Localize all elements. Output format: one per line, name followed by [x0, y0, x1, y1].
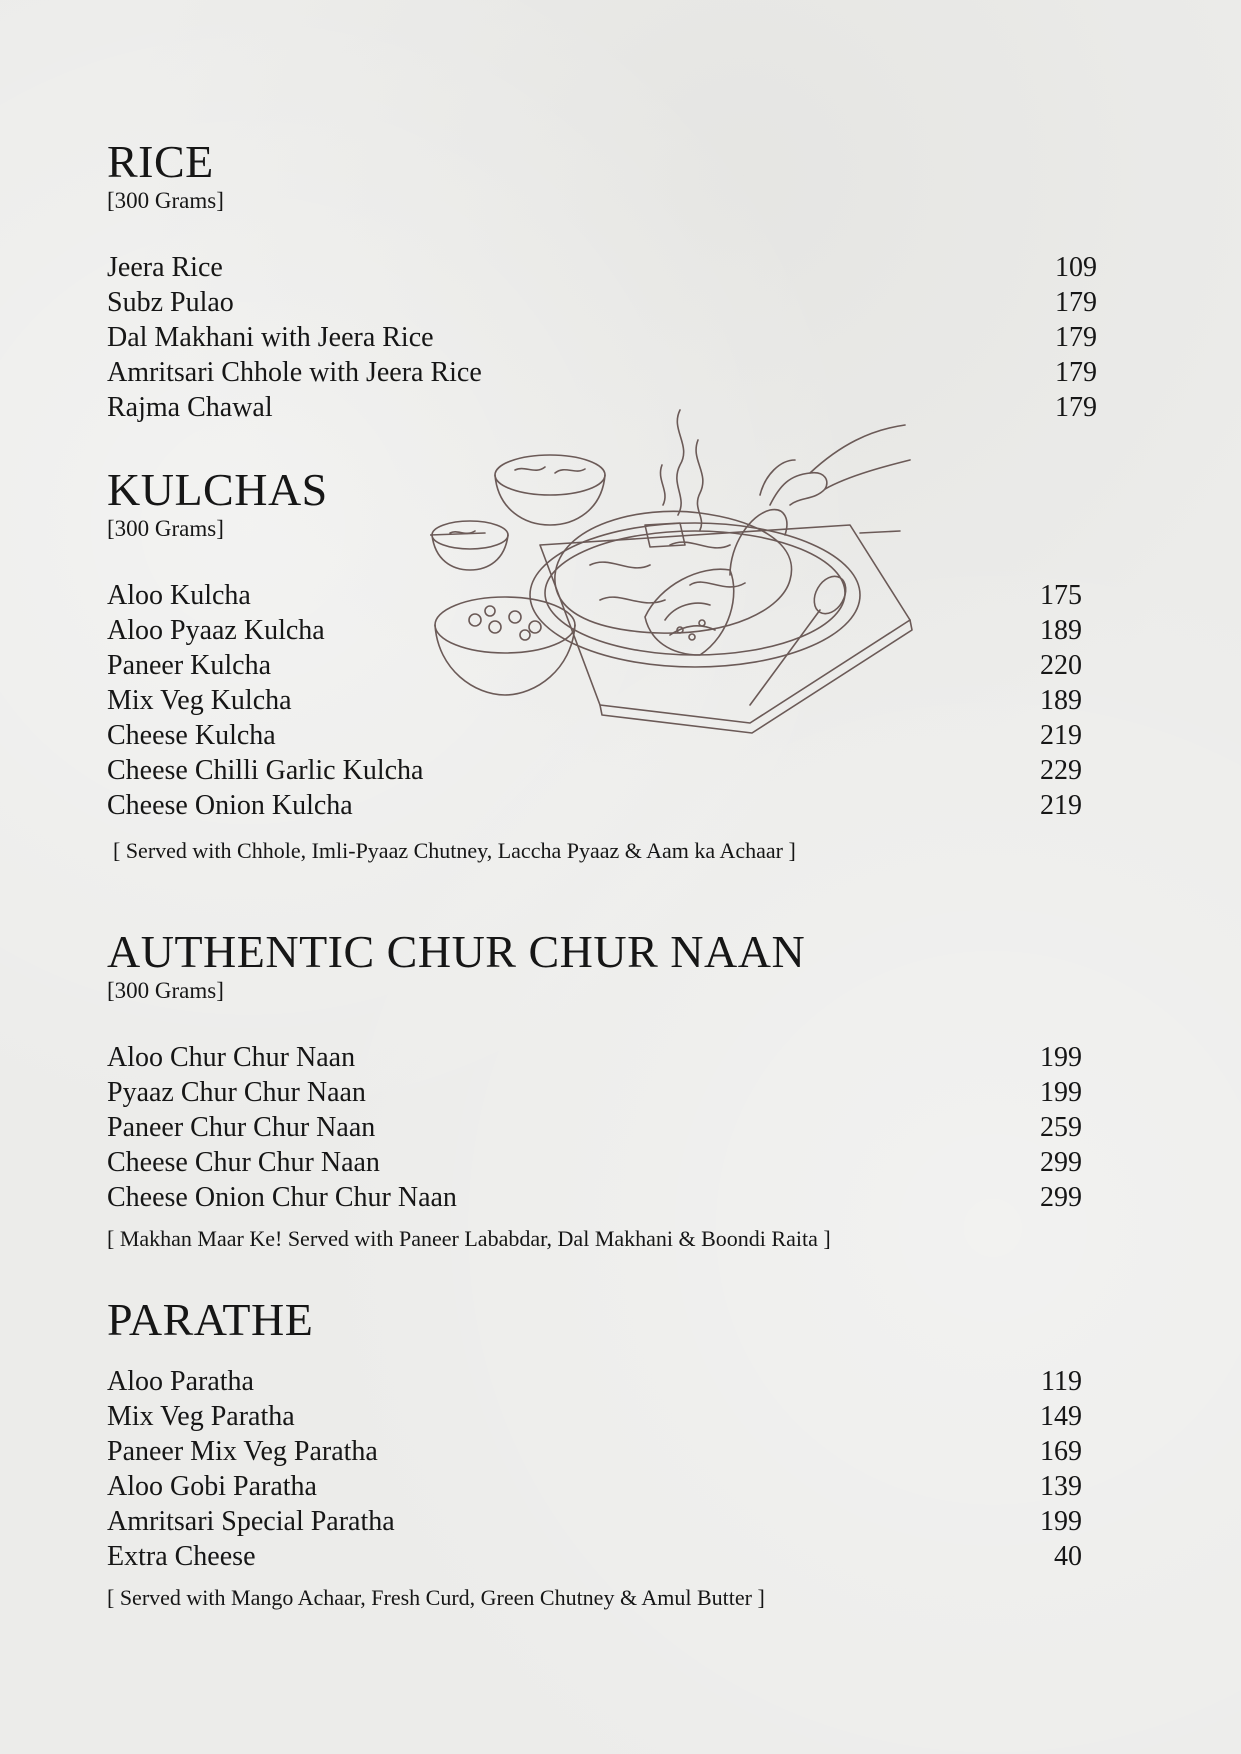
- item-name: Cheese Chur Chur Naan: [107, 1147, 380, 1178]
- menu-item: [107, 355, 1097, 390]
- menu-item: [107, 1504, 1082, 1539]
- item-name: Dal Makhani with Jeera Rice: [107, 322, 434, 353]
- item-price: 199: [1040, 1042, 1082, 1073]
- parathe-items: [107, 1364, 1082, 1574]
- kulcha-meal-line-art-icon: [430, 405, 960, 735]
- item-price: 179: [1055, 287, 1097, 318]
- item-name: Extra Cheese: [107, 1541, 256, 1572]
- menu-item: [107, 788, 1082, 823]
- item-name: Cheese Chilli Garlic Kulcha: [107, 755, 424, 786]
- item-price: 40: [1054, 1541, 1082, 1572]
- section-title-kulchas: KULCHAS: [107, 464, 328, 515]
- menu-item: [107, 1364, 1082, 1399]
- item-name: Pyaaz Chur Chur Naan: [107, 1077, 366, 1108]
- naan-items: [107, 1040, 1082, 1215]
- menu-item: [107, 1110, 1082, 1145]
- menu-item: [107, 1469, 1082, 1504]
- menu-item: [107, 285, 1097, 320]
- section-subtitle-rice: [300 Grams]: [107, 188, 224, 213]
- item-price: 219: [1040, 720, 1082, 751]
- naan-section: [107, 928, 805, 1004]
- section-title-naan: AUTHENTIC CHUR CHUR NAAN: [107, 926, 806, 977]
- item-price: 179: [1055, 322, 1097, 353]
- item-name: Aloo Gobi Paratha: [107, 1471, 317, 1502]
- section-title-parathe: PARATHE: [107, 1294, 314, 1345]
- item-price: 299: [1040, 1182, 1082, 1213]
- item-name: Rajma Chawal: [107, 392, 273, 423]
- section-subtitle-kulchas: [300 Grams]: [107, 516, 224, 541]
- item-name: Mix Veg Paratha: [107, 1401, 295, 1432]
- menu-item: [107, 320, 1097, 355]
- item-name: Paneer Chur Chur Naan: [107, 1112, 376, 1143]
- item-name: Cheese Onion Kulcha: [107, 790, 353, 821]
- section-subtitle-naan: [300 Grams]: [107, 978, 224, 1003]
- item-name: Paneer Mix Veg Paratha: [107, 1436, 378, 1467]
- item-price: 189: [1040, 615, 1082, 646]
- item-price: 179: [1055, 392, 1097, 423]
- item-name: Mix Veg Kulcha: [107, 685, 292, 716]
- kulchas-section: [107, 466, 328, 542]
- item-name: Amritsari Chhole with Jeera Rice: [107, 357, 482, 388]
- menu-item: [107, 1399, 1082, 1434]
- item-name: Aloo Chur Chur Naan: [107, 1042, 356, 1073]
- item-price: 175: [1040, 580, 1082, 611]
- item-name: Aloo Pyaaz Kulcha: [107, 615, 325, 646]
- item-price: 229: [1040, 755, 1082, 786]
- item-price: 109: [1055, 252, 1097, 283]
- item-price: 139: [1040, 1471, 1082, 1502]
- item-price: 199: [1040, 1077, 1082, 1108]
- parathe-note: [ Served with Mango Achaar, Fresh Curd, Green Chutney & Amul Butter ]: [107, 1585, 765, 1610]
- item-name: Jeera Rice: [107, 252, 223, 283]
- item-price: 119: [1041, 1366, 1082, 1397]
- menu-item: [107, 1180, 1082, 1215]
- menu-item: [107, 1040, 1082, 1075]
- section-title-rice: RICE: [107, 136, 214, 187]
- item-price: 259: [1040, 1112, 1082, 1143]
- item-price: 179: [1055, 357, 1097, 388]
- menu-item: [107, 1075, 1082, 1110]
- kulchas-note: [ Served with Chhole, Imli-Pyaaz Chutney, Laccha Pyaaz & Aam ka Achaar ]: [113, 838, 796, 863]
- menu-item: [107, 1145, 1082, 1180]
- item-name: Cheese Kulcha: [107, 720, 276, 751]
- item-price: 169: [1040, 1436, 1082, 1467]
- menu-item: [107, 753, 1082, 788]
- parathe-section: [107, 1296, 313, 1344]
- item-price: 220: [1040, 650, 1082, 681]
- item-price: 299: [1040, 1147, 1082, 1178]
- menu-item: [107, 1539, 1082, 1574]
- naan-note: [ Makhan Maar Ke! Served with Paneer Lababdar, Dal Makhani & Boondi Raita ]: [107, 1226, 831, 1251]
- item-price: 199: [1040, 1506, 1082, 1537]
- rice-items: [107, 250, 1097, 425]
- item-name: Aloo Paratha: [107, 1366, 254, 1397]
- item-name: Amritsari Special Paratha: [107, 1506, 395, 1537]
- item-price: 219: [1040, 790, 1082, 821]
- item-name: Cheese Onion Chur Chur Naan: [107, 1182, 457, 1213]
- menu-item: [107, 1434, 1082, 1469]
- item-name: Paneer Kulcha: [107, 650, 272, 681]
- menu-item: [107, 250, 1097, 285]
- item-name: Subz Pulao: [107, 287, 234, 318]
- item-name: Aloo Kulcha: [107, 580, 251, 611]
- rice-section: [107, 138, 224, 214]
- item-price: 189: [1040, 685, 1082, 716]
- item-price: 149: [1040, 1401, 1082, 1432]
